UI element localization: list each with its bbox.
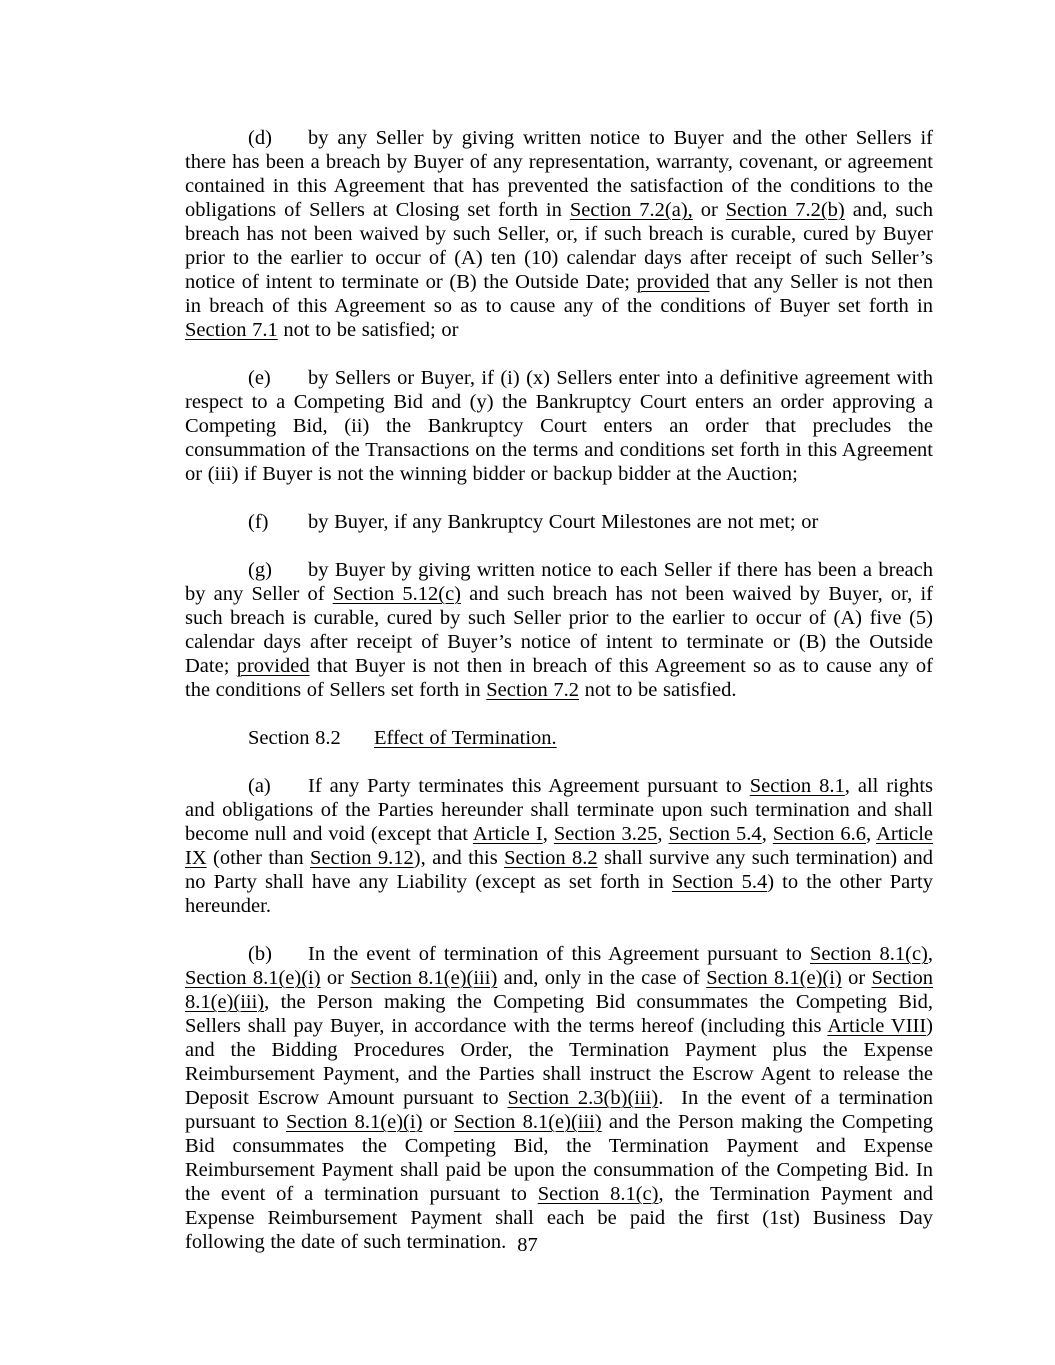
paragraph-a bbox=[185, 774, 933, 918]
text-run: that any Seller is not then in breach of this Agreement so as to cause any of the conditions of Buyer set forth in bbox=[185, 271, 933, 317]
text-run: , bbox=[761, 823, 773, 845]
paragraph-label: (f) bbox=[248, 511, 269, 533]
section-reference: Section 8.1(e)(iii) bbox=[350, 967, 498, 989]
text-run: , bbox=[657, 823, 669, 845]
section-reference: Section 3.25 bbox=[553, 823, 658, 845]
page-number: 87 bbox=[517, 1234, 538, 1256]
section-reference: Section 8.1 bbox=[749, 775, 845, 797]
text-run: shall survive any such termination) and no Party shall have any Liability (except as set forth in bbox=[185, 847, 934, 893]
text-run: and such breach has not been waived by Buyer, or, if such breach is curable, cured by such Seller prior to the earlier to occur of (A) five (5) calendar days after receipt of Buyer’s notice of intent to terminate or (B) the Outside Date; bbox=[185, 583, 933, 677]
paragraph-g bbox=[185, 558, 933, 702]
text-run: or bbox=[320, 967, 351, 989]
text-run: by any Seller by giving written notice to Buyer and the other Sellers if there has been a breach by Buyer of any representation, warranty, covenant, or agreement contained in this Agreement that has prevented the satisfaction of the conditions to the obligations of Sellers at Closing set forth in bbox=[185, 127, 933, 221]
section-reference: Section 8.1(e)(i) bbox=[285, 1111, 423, 1133]
section-reference: Article IX bbox=[185, 823, 934, 869]
text-run: and the Person making the Competing Bid consummates the Competing Bid, the Termination Payment and Expense Reimbursement Payment shall paid be upon the consummation of the Competing Bid. In the event of a termination pursuant to bbox=[185, 1111, 934, 1205]
section-reference: Section 9.12 bbox=[310, 847, 414, 869]
paragraph-label: (a) bbox=[248, 775, 271, 797]
paragraph-b bbox=[185, 942, 933, 1254]
section-reference: Section 8.1(e)(iii) bbox=[185, 967, 934, 1013]
section-reference: Section 5.4 bbox=[668, 823, 762, 845]
section-reference: Section 5.4 bbox=[671, 871, 768, 893]
text-run: not to be satisfied. bbox=[579, 679, 737, 701]
section-reference: Section 6.6 bbox=[772, 823, 867, 845]
section-reference: Article I bbox=[472, 823, 543, 845]
paragraph-label: (b) bbox=[248, 943, 272, 965]
text-run: In the event of termination of this Agreement pursuant to bbox=[308, 943, 810, 965]
text-run: not to be satisfied; or bbox=[277, 319, 459, 341]
paragraph-d bbox=[185, 126, 933, 342]
paragraph-label: (g) bbox=[248, 559, 272, 581]
section-reference: Section 8.1(e)(i) bbox=[185, 967, 321, 989]
section-number: Section 8.2 bbox=[248, 727, 341, 749]
text-run: , bbox=[542, 823, 554, 845]
text-run: (other than bbox=[206, 847, 311, 869]
emphasized-term: provided bbox=[236, 655, 310, 677]
section-reference: Section 7.2(a), bbox=[569, 199, 693, 221]
text-run: or bbox=[841, 967, 872, 989]
paragraph-label: (d) bbox=[248, 127, 272, 149]
text-run: If any Party terminates this Agreement pursuant to bbox=[308, 775, 750, 797]
section-reference: Section 7.2(b) bbox=[725, 199, 845, 221]
section-reference: Section 8.1(c) bbox=[809, 943, 928, 965]
text-run: by Buyer by giving written notice to each Seller if there has been a breach by any Seller of bbox=[185, 559, 933, 605]
section-reference: Section 2.3(b)(iii) bbox=[507, 1087, 659, 1109]
text-run: ) and the Bidding Procedures Order, the Termination Payment plus the Expense Reimbursement Payment, and the Parties shall instruct the Escrow Agent to release the Deposit Escrow Amount pursuant to bbox=[185, 1015, 933, 1109]
text-run: . In the event of a termination pursuant to bbox=[185, 1087, 933, 1133]
section-heading bbox=[185, 726, 933, 750]
text-run: by Sellers or Buyer, if (i) (x) Sellers enter into a definitive agreement with respect to a Competing Bid and (y) the Bankruptcy Court enters an order approving a Competing Bid, (ii) the Bankruptcy Court enters an order that precludes the consummation of the Transactions on the terms and conditions set forth in this Agreement or (iii) if Buyer is not the winning bidder or backup bidder at the Auction; bbox=[185, 367, 933, 485]
section-reference: Section 5.12(c) bbox=[332, 583, 461, 605]
text-run: ), and this bbox=[413, 847, 505, 869]
section-reference: Section 8.1(e)(i) bbox=[706, 967, 842, 989]
section-reference: Section 7.1 bbox=[185, 319, 278, 341]
text-run: that Buyer is not then in breach of this Agreement so as to cause any of the conditions of Sellers set forth in bbox=[185, 655, 933, 701]
section-reference: Effect of Termination. bbox=[374, 727, 557, 749]
section-reference: Section 8.2 bbox=[504, 847, 598, 869]
section-reference: Section 8.1(e)(iii) bbox=[453, 1111, 602, 1133]
text-run: and, such breach has not been waived by such Seller, or, if such breach is curable, cured by Buyer prior to the earlier to occur of (A) ten (10) calendar days after receipt of such Seller’s notice of intent to terminate or (B) the Outside Date; bbox=[185, 199, 933, 293]
paragraph-f bbox=[185, 510, 933, 534]
emphasized-term: provided bbox=[636, 271, 710, 293]
text-run: by Buyer, if any Bankruptcy Court Milestones are not met; or bbox=[308, 511, 819, 533]
section-reference: Section 8.1(c) bbox=[537, 1183, 659, 1205]
text-run: or bbox=[422, 1111, 454, 1133]
text-run: , bbox=[927, 943, 933, 965]
text-run: and, only in the case of bbox=[497, 967, 707, 989]
paragraph-label: (e) bbox=[248, 367, 271, 389]
paragraph-e bbox=[185, 366, 933, 486]
document-body bbox=[185, 126, 933, 1278]
text-run: , bbox=[866, 823, 877, 845]
text-run: , the Termination Payment and Expense Reimbursement Payment shall each be paid the first (1st) Business Day following the date of such termination. bbox=[185, 1183, 933, 1253]
text-run: , the Person making the Competing Bid consummates the Competing Bid, Sellers shall pay Buyer, in accordance with the terms hereof (including this bbox=[185, 991, 933, 1037]
text-run: or bbox=[692, 199, 726, 221]
section-reference: Article VIII bbox=[827, 1015, 927, 1037]
text-run: , all rights and obligations of the Parties hereunder shall terminate upon such termination and shall become null and void (except that bbox=[185, 775, 933, 845]
text-run: ) to the other Party hereunder. bbox=[185, 871, 933, 917]
section-reference: Section 7.2 bbox=[486, 679, 580, 701]
